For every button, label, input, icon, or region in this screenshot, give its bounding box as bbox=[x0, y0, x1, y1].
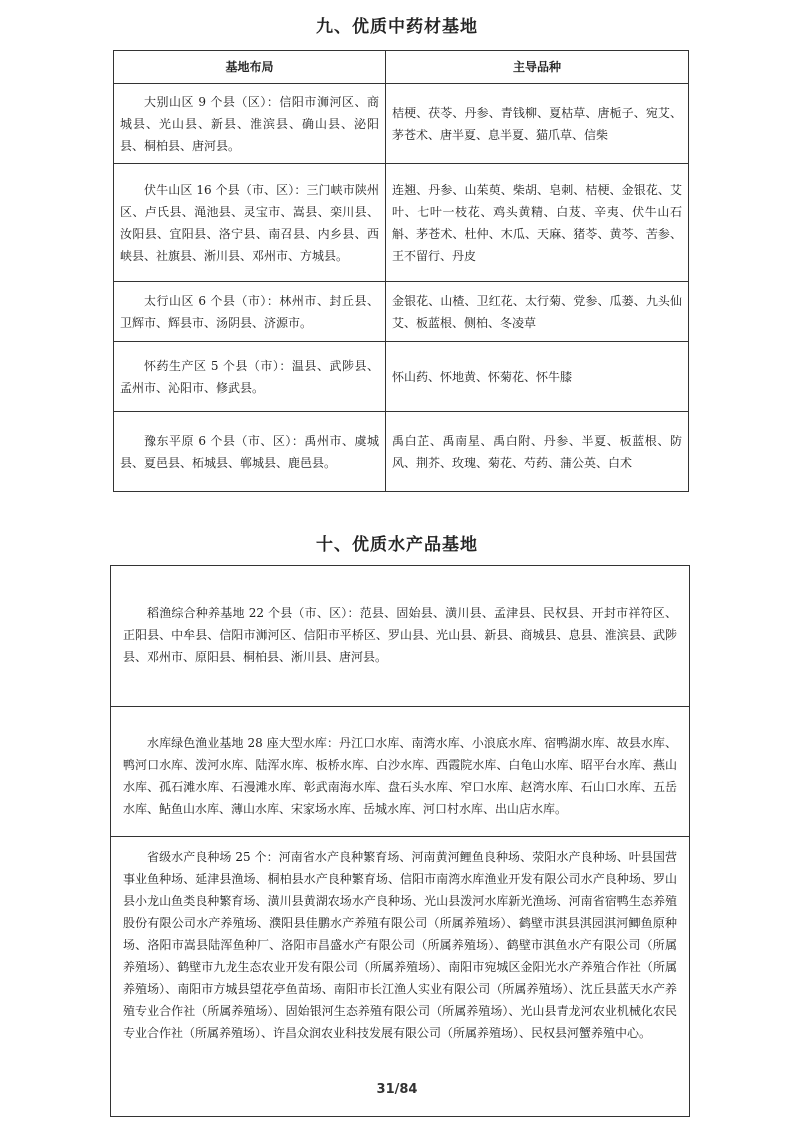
breeding-farm-text: 省级水产良种场 25 个：河南省水产良种繁育场、河南黄河鲤鱼良种场、荥阳水产良种场、叶县国营事业鱼种场、延津县渔场、桐柏县水产良种繁育场、信阳市南湾水库渔业开发有限公司水产良种场、罗山县小龙山鱼类良种繁育场、潢川县黄湖农场水产良种场、光山县泼河水库新光渔场、河南省宿鸭生态养殖股份有限公司水产养殖场、濮阳县佳鹏水产养殖有限公司（所属养殖场）、鹤壁市淇县淇园淇河鲫鱼原种场、洛阳市嵩县陆浑鱼种厂、洛阳市昌盛水产有限公司（所属养殖场）、鹤壁市淇鱼水产有限公司（所属养殖场）、鹤壁市九龙生态农业开发有限公司（所属养殖场）、南阳市宛城区金阳光水产养殖合作社（所属养殖场）、南阳市方城县望花亭鱼苗场、南阳市长江渔人实业有限公司（所属养殖场）、沈丘县蓝天水产养殖专业合作社（所属养殖场）、固始银河生态养殖有限公司（所属养殖场）、光山县青龙河农业机械化农民专业合作社（所属养殖场）、许昌众润农业科技发展有限公司（所属养殖场）、民权县河蟹养殖中心。 bbox=[123, 850, 677, 1040]
table-header-row bbox=[114, 51, 689, 84]
reservoir-text: 水库绿色渔业基地 28 座大型水库：丹江口水库、南湾水库、小浪底水库、宿鸭湖水库、故县水库、鸭河口水库、泼河水库、陆浑水库、板桥水库、白沙水库、西霞院水库、白龟山水库、昭平台水库、燕山水库、孤石滩水库、石漫滩水库、彰武南海水库、盘石头水库、窄口水库、赵湾水库、石山口水库、五岳水库、鲇鱼山水库、薄山水库、宋家场水库、岳城水库、河口村水库、出山店水库。 bbox=[123, 736, 677, 816]
header-varieties: 主导品种 bbox=[386, 51, 689, 84]
varieties-cell: 禹白芷、禹南星、禹白附、丹参、半夏、板蓝根、防风、荆芥、玫瑰、菊花、芍药、蒲公英、白术 bbox=[386, 412, 689, 492]
varieties-cell: 连翘、丹参、山茱萸、柴胡、皂刺、桔梗、金银花、艾叶、七叶一枝花、鸡头黄精、白芨、辛夷、伏牛山石斛、茅苍术、杜仲、木瓜、天麻、猪苓、黄芩、苦参、王不留行、丹皮 bbox=[386, 164, 689, 282]
divider bbox=[111, 706, 689, 707]
aquatic-block bbox=[111, 846, 689, 1044]
aquatic-block bbox=[111, 602, 689, 668]
layout-cell: 太行山区 6 个县（市）：林州市、封丘县、卫辉市、辉县市、汤阴县、济源市。 bbox=[114, 282, 386, 342]
layout-cell: 豫东平原 6 个县（市、区）：禹州市、虞城县、夏邑县、柘城县、郸城县、鹿邑县。 bbox=[114, 412, 386, 492]
section-9-title: 九、优质中药材基地 bbox=[316, 17, 478, 37]
table-row bbox=[114, 282, 689, 342]
aquatic-block bbox=[111, 732, 689, 820]
layout-cell: 大别山区 9 个县（区）：信阳市浉河区、商城县、光山县、新县、淮滨县、确山县、泌阳县、桐柏县、唐河县。 bbox=[114, 84, 386, 164]
layout-cell: 伏牛山区 16 个县（市、区）：三门峡市陕州区、卢氏县、渑池县、灵宝市、嵩县、栾川县、汝阳县、宜阳县、洛宁县、南召县、内乡县、西峡县、社旗县、淅川县、邓州市、方城县。 bbox=[114, 164, 386, 282]
table-row bbox=[114, 164, 689, 282]
section-10-title: 十、优质水产品基地 bbox=[316, 535, 478, 555]
varieties-cell: 怀山药、怀地黄、怀菊花、怀牛膝 bbox=[386, 342, 689, 412]
page-number: 31/84 bbox=[376, 1082, 418, 1097]
table-row bbox=[114, 84, 689, 164]
table-row bbox=[114, 412, 689, 492]
varieties-cell: 金银花、山楂、卫红花、太行菊、党参、瓜蒌、九头仙艾、板蓝根、侧柏、冬凌草 bbox=[386, 282, 689, 342]
table-row bbox=[114, 342, 689, 412]
varieties-cell: 桔梗、茯苓、丹参、青钱柳、夏枯草、唐栀子、宛艾、茅苍术、唐半夏、息半夏、猫爪草、信柴 bbox=[386, 84, 689, 164]
rice-fish-text: 稻渔综合种养基地 22 个县（市、区）：范县、固始县、潢川县、孟津县、民权县、开封市祥符区、正阳县、中牟县、信阳市浉河区、信阳市平桥区、罗山县、光山县、新县、商城县、息县、淮滨县、武陟县、邓州市、原阳县、桐柏县、淅川县、唐河县。 bbox=[123, 606, 677, 664]
header-layout: 基地布局 bbox=[114, 51, 386, 84]
layout-cell: 怀药生产区 5 个县（市）：温县、武陟县、孟州市、沁阳市、修武县。 bbox=[114, 342, 386, 412]
herbal-base-table bbox=[113, 50, 689, 492]
aquatic-base-box bbox=[110, 565, 690, 1117]
divider bbox=[111, 836, 689, 837]
